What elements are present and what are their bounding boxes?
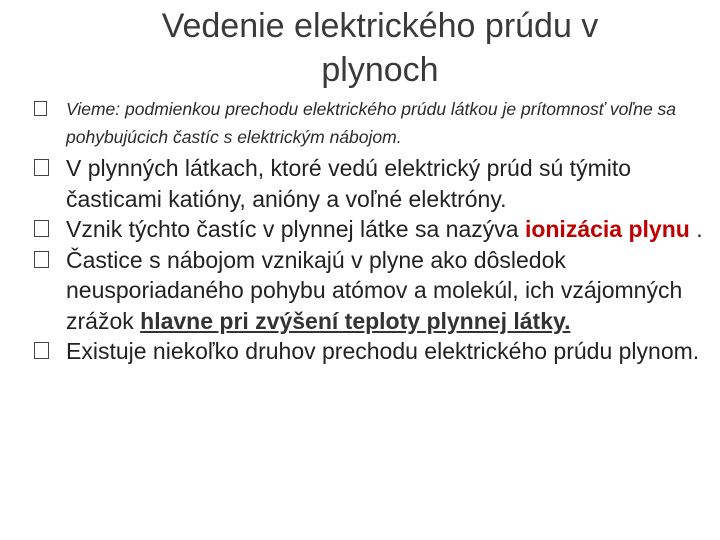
list-item	[34, 245, 714, 337]
square-bullet-icon	[34, 220, 49, 237]
item-text: Existuje niekoľko druhov prechodu elektrického prúdu plynom.	[66, 338, 700, 364]
item-text-end: .	[696, 216, 703, 242]
item-text: Vznik týchto častíc v plynnej látke sa nazýva	[66, 216, 519, 242]
list-item	[34, 153, 714, 214]
slide-title: Vedenie elektrického prúdu v plynoch	[161, 7, 599, 89]
list-item	[34, 336, 714, 367]
list-item	[34, 95, 714, 151]
square-bullet-icon	[34, 101, 47, 116]
square-bullet-icon	[34, 251, 49, 268]
item-text: V plynných látkach, ktoré vedú elektrický prúd sú týmito časticami katióny, anióny a voľné elektróny.	[66, 155, 632, 212]
square-bullet-icon	[34, 342, 49, 359]
highlighted-term: ionizácia plynu	[524, 216, 690, 242]
item-text: Častice s nábojom vznikajú v plyne ako dôsledok neusporiadaného pohybu atómov a molekúl, ich vzájomných zrážok	[66, 246, 683, 334]
underlined-phrase: hlavne pri zvýšení teploty plynnej látky.	[140, 307, 571, 334]
list-item	[34, 214, 714, 245]
bullet-list	[34, 95, 714, 367]
item-text: Vieme: podmienkou prechodu elektrického prúdu látkou je prítomnosť voľne sa pohybujúcich častíc s elektrickým nábojom.	[66, 99, 677, 147]
square-bullet-icon	[34, 159, 49, 176]
